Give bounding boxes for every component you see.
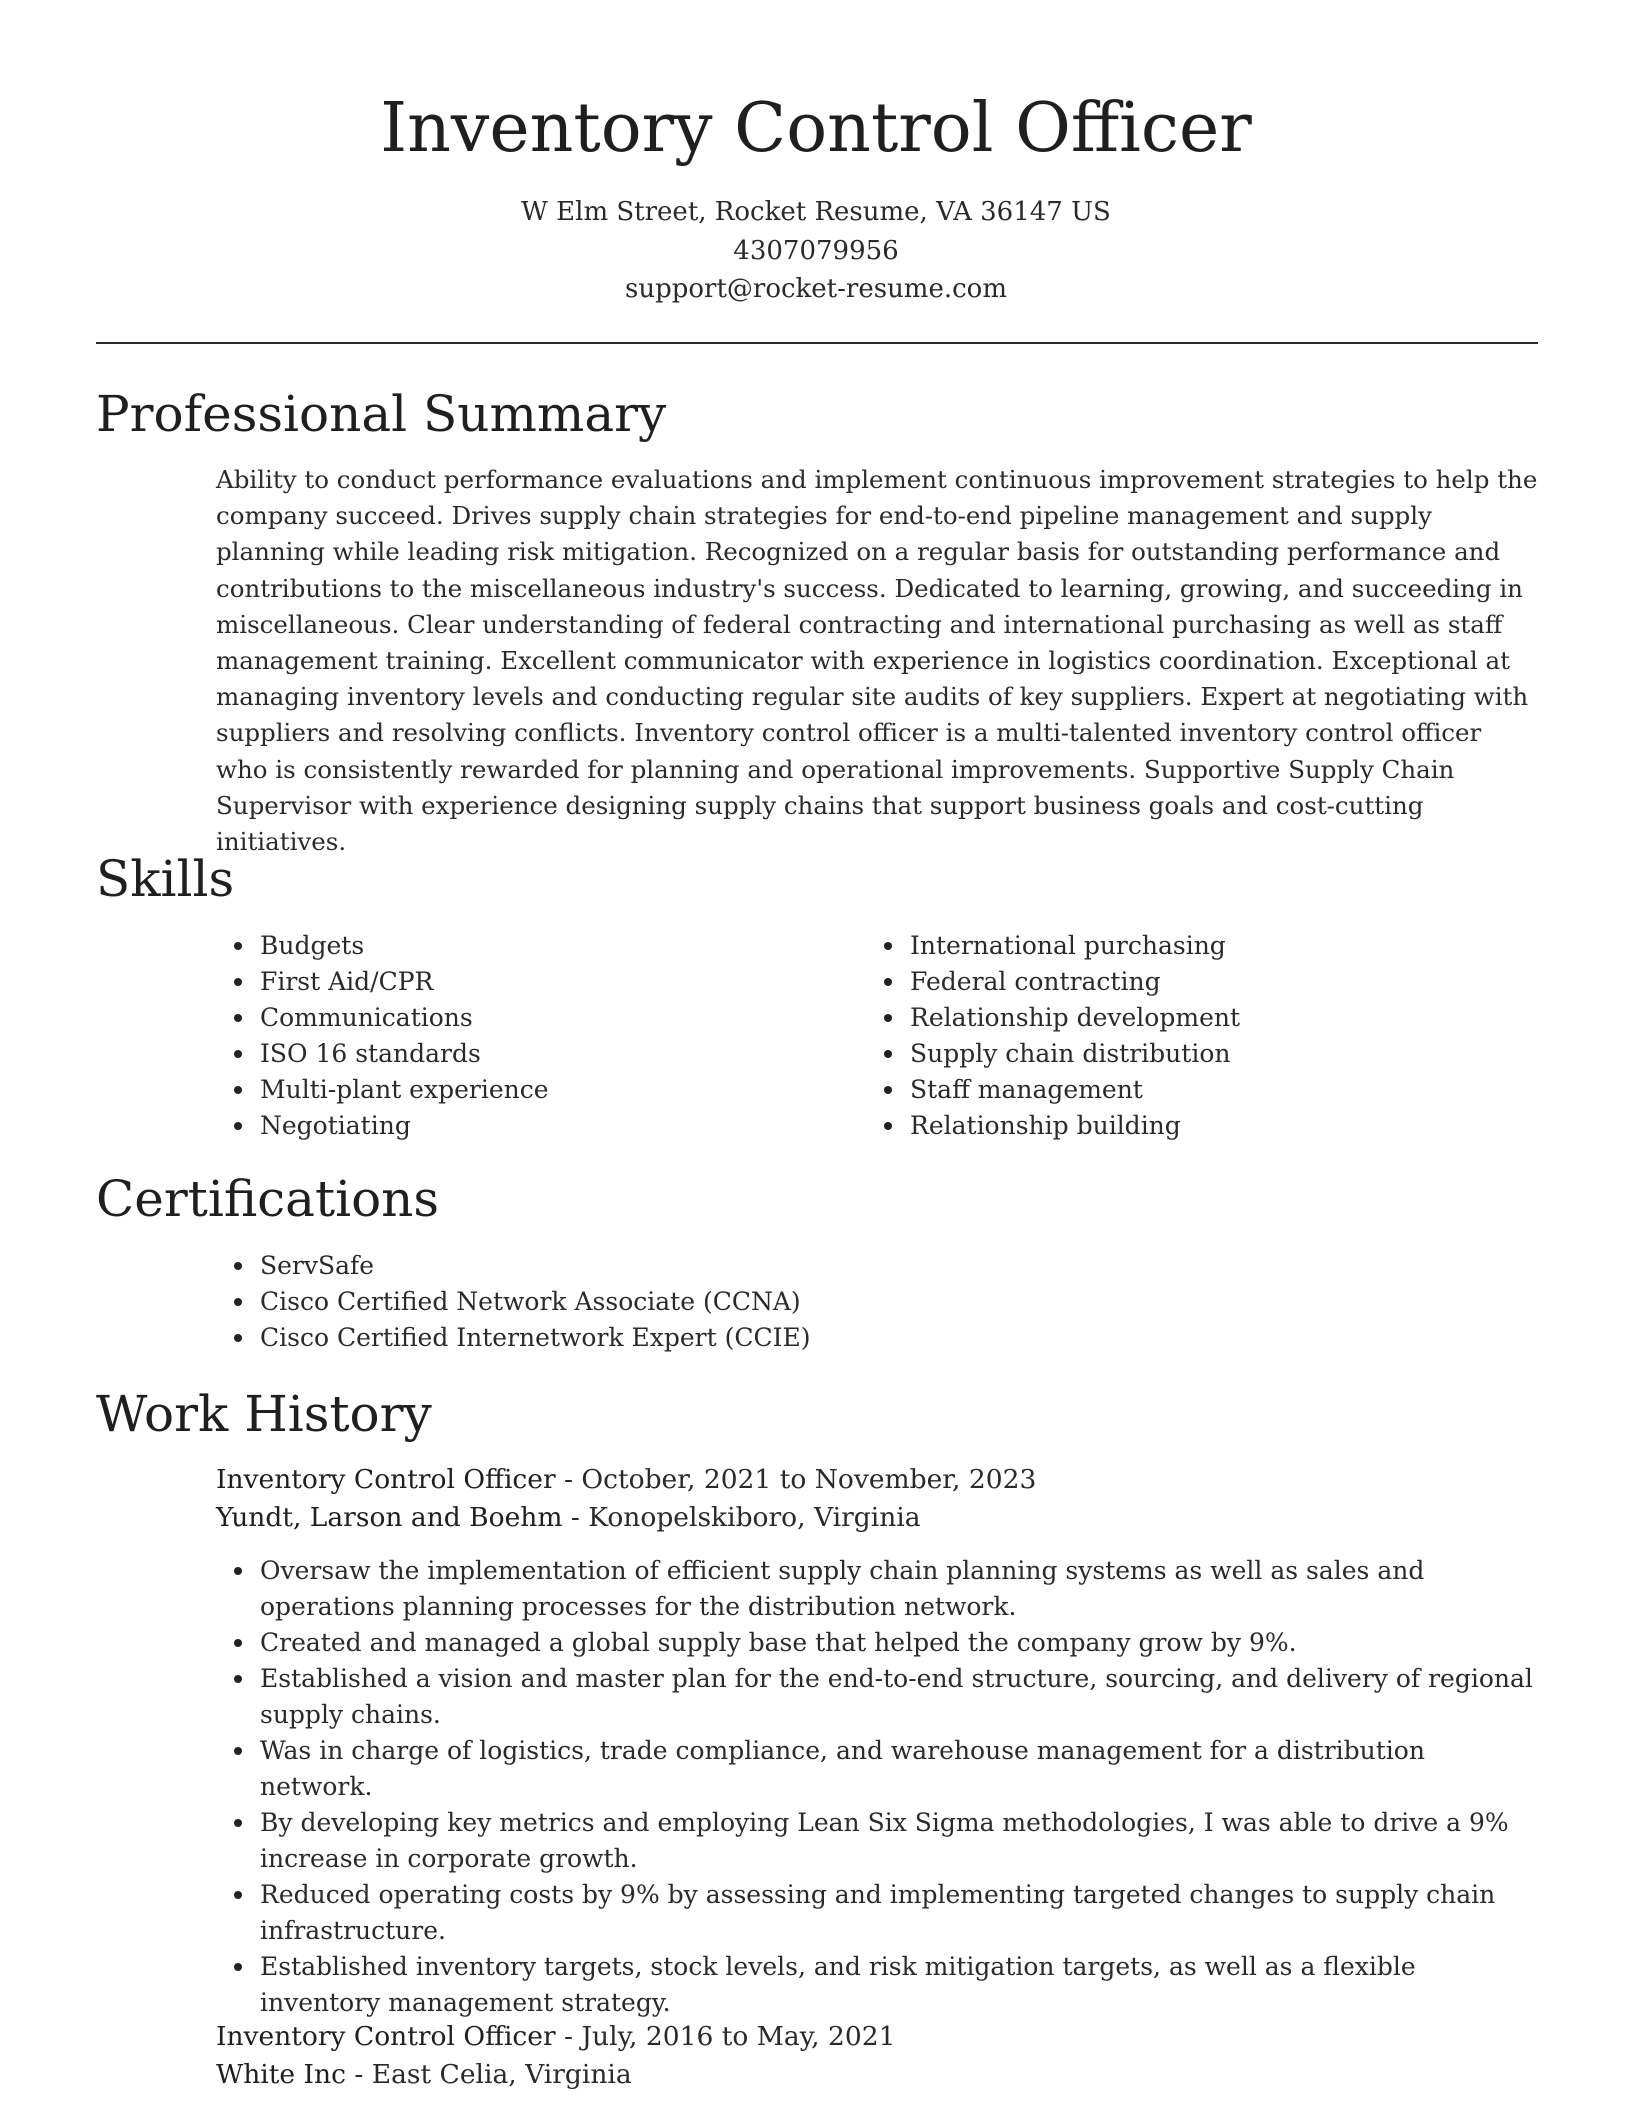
job-title-line: [216, 1461, 1036, 1499]
summary-text: Ability to conduct performance evaluations and implement continuous improvement strategies to help the company succeed. Drives supply chain strategies for end-to-end pipeline management and supply planning while leading risk mitigation. Recognized on a regular basis for outstanding performance and contributions to the miscellaneous industry's success. Dedicated to learning, growing, and succeeding in miscellaneous. Clear understanding of federal contracting and international purchasing as well as staff management training. Excellent communicator with experience in logistics coordination. Exceptional at managing inventory levels and conducting regular site audits of key suppliers. Expert at negotiating with suppliers and resolving conflicts. Inventory control officer is a multi-talented inventory control officer who is consistently rewarded for planning and operational improvements. Supportive Supply Chain Supervisor with experience designing supply chains that support business goals and cost-cutting initiatives.: [216, 465, 1538, 857]
job-location: - Konopelskiboro, Virginia: [562, 1502, 921, 1533]
section-title-summary: Professional Summary: [96, 385, 667, 443]
skills-list-left: [216, 928, 816, 1144]
contact-block: [0, 193, 1632, 309]
header-divider: [96, 342, 1538, 344]
job-duties-list: [216, 1553, 1538, 2021]
list-item: Negotiating: [216, 1108, 816, 1144]
list-item: Relationship building: [866, 1108, 1538, 1144]
job-company: White Inc: [216, 2059, 346, 2090]
resume-name: Inventory Control Officer: [380, 89, 1252, 168]
section-title-work-history: Work History: [96, 1385, 432, 1443]
list-item: Communications: [216, 1000, 816, 1036]
list-item: Was in charge of logistics, trade compliance, and warehouse management for a distribution network.: [216, 1733, 1538, 1805]
list-item: Created and managed a global supply base that helped the company grow by 9%.: [216, 1625, 1538, 1661]
job-location: - East Celia, Virginia: [345, 2059, 632, 2090]
list-item: Cisco Certified Network Associate (CCNA): [216, 1284, 1538, 1320]
list-item: International purchasing: [866, 928, 1538, 964]
list-item: Supply chain distribution: [866, 1036, 1538, 1072]
list-item: First Aid/CPR: [216, 964, 816, 1000]
job-company-line: [216, 1499, 921, 1537]
list-item: Oversaw the implementation of efficient supply chain planning systems as well as sales and operations planning processes for the distribution network.: [216, 1553, 1538, 1625]
email: support@rocket-resume.com: [624, 274, 1007, 304]
list-item: Staff management: [866, 1072, 1538, 1108]
list-item: Reduced operating costs by 9% by assessing and implementing targeted changes to supply chain infrastructure.: [216, 1877, 1538, 1949]
section-title-certifications: Certifications: [96, 1170, 440, 1228]
list-item: ServSafe: [216, 1248, 1538, 1284]
job-company-line: [216, 2056, 632, 2094]
list-item: Cisco Certified Internetwork Expert (CCIE): [216, 1320, 1538, 1356]
job-dates: - July, 2016 to May, 2021: [555, 2021, 896, 2052]
list-item: Established inventory targets, stock levels, and risk mitigation targets, as well as a flexible inventory management strategy.: [216, 1949, 1538, 2021]
list-item: ISO 16 standards: [216, 1036, 816, 1072]
list-item: Multi-plant experience: [216, 1072, 816, 1108]
certifications-list: [216, 1248, 1538, 1356]
address: W Elm Street, Rocket Resume, VA 36147 US: [521, 197, 1111, 227]
job-title: Inventory Control Officer: [216, 1464, 556, 1495]
list-item: Budgets: [216, 928, 816, 964]
job-company: Yundt, Larson and Boehm: [216, 1502, 563, 1533]
section-title-skills: Skills: [96, 850, 235, 908]
list-item: Relationship development: [866, 1000, 1538, 1036]
skills-list-right: [866, 928, 1538, 1144]
job-dates: - October, 2021 to November, 2023: [555, 1464, 1037, 1495]
list-item: Federal contracting: [866, 964, 1538, 1000]
job-title-line: [216, 2018, 895, 2056]
list-item: Established a vision and master plan for the end-to-end structure, sourcing, and delivery of regional supply chains.: [216, 1661, 1538, 1733]
job-title: Inventory Control Officer: [216, 2021, 556, 2052]
phone: 4307079956: [733, 235, 899, 266]
list-item: By developing key metrics and employing Lean Six Sigma methodologies, I was able to drive a 9% increase in corporate growth.: [216, 1805, 1538, 1877]
